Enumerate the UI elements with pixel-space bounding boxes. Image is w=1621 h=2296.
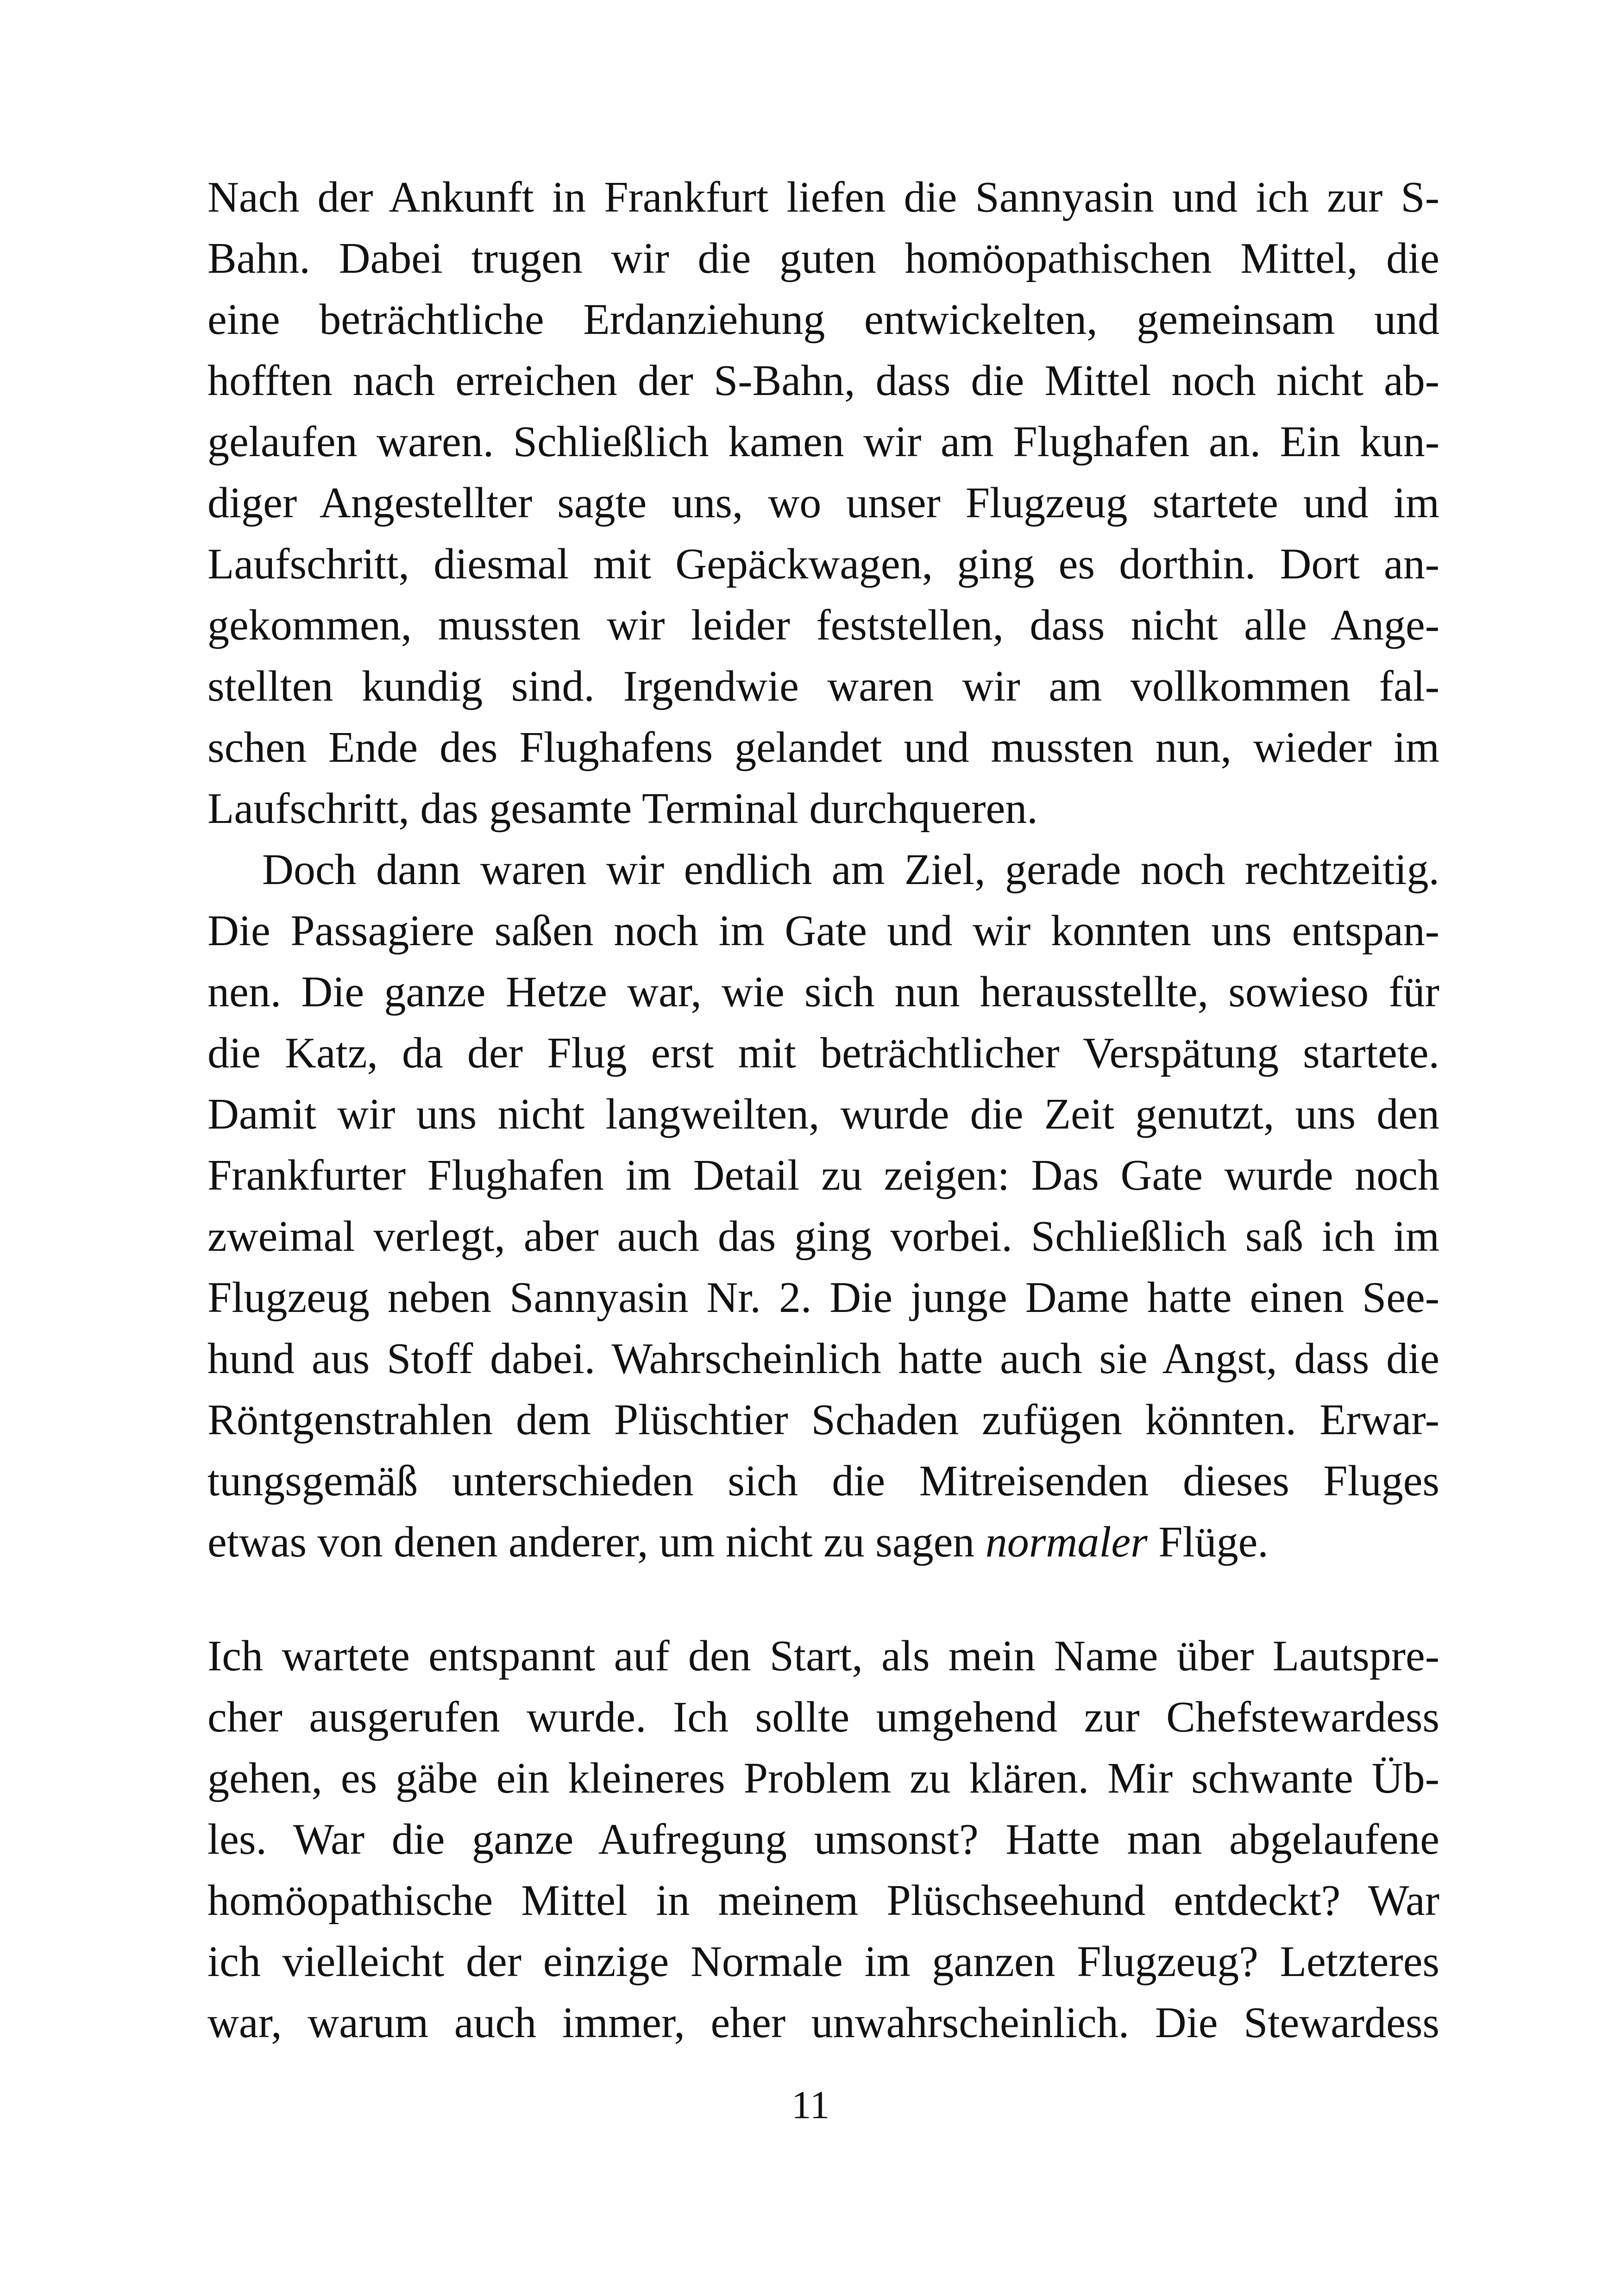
text-line: Flugzeug neben Sannyasin Nr. 2. Die junge Dame hatte einen See- <box>207 1273 1439 1322</box>
text-line: gehen, es gäbe ein kleineres Problem zu klären. Mir schwante Üb- <box>207 1754 1439 1802</box>
body-text-block-1 <box>207 167 1439 1573</box>
text-line: hund aus Stoff dabei. Wahrscheinlich hatte auch sie Angst, dass die <box>207 1335 1439 1383</box>
text-line: Laufschritt, das gesamte Terminal durchqueren. <box>207 784 1038 833</box>
text-line: Ich wartete entspannt auf den Start, als mein Name über Lautspre- <box>207 1632 1439 1680</box>
text-line: les. War die ganze Aufregung umsonst? Hatte man abgelaufene <box>207 1815 1439 1863</box>
text-line: tungsgemäß unterschieden sich die Mitreisenden dieses Fluges <box>207 1457 1439 1505</box>
text-line: schen Ende des Flughafens gelandet und mussten nun, wieder im <box>207 723 1439 772</box>
emphasized-word: normaler <box>985 1518 1148 1566</box>
text-line: Laufschritt, diesmal mit Gepäckwagen, ging es dorthin. Dort an- <box>207 540 1439 588</box>
text-line: Frankfurter Flughafen im Detail zu zeigen: Das Gate wurde noch <box>207 1151 1439 1199</box>
text-line: diger Angestellter sagte uns, wo unser Flugzeug startete und im <box>207 479 1439 527</box>
text-run: etwas von denen anderer, um nicht zu sagen <box>207 1518 986 1566</box>
text-line: nen. Die ganze Hetze war, wie sich nun herausstellte, sowieso für <box>207 968 1439 1016</box>
paragraph-2 <box>207 839 1439 1573</box>
text-line: Doch dann waren wir endlich am Ziel, gerade noch rechtzeitig. <box>262 846 1439 894</box>
text-run: Flüge. <box>1147 1518 1269 1566</box>
text-line: Röntgenstrahlen dem Plüschtier Schaden zufügen könnten. Erwar- <box>207 1396 1439 1444</box>
page-number: 11 <box>791 2083 830 2127</box>
text-line: war, warum auch immer, eher unwahrscheinlich. Die Stewardess <box>207 1999 1439 2047</box>
text-line: zweimal verlegt, aber auch das ging vorbei. Schließlich saß ich im <box>207 1212 1439 1261</box>
text-line: eine beträchtliche Erdanziehung entwickelten, gemeinsam und <box>207 295 1439 344</box>
text-line: ich vielleicht der einzige Normale im ganzen Flugzeug? Letzteres <box>207 1938 1439 1986</box>
text-line: gekommen, mussten wir leider feststellen, dass nicht alle Ange- <box>207 601 1439 649</box>
text-line: Nach der Ankunft in Frankfurt liefen die Sannyasin und ich zur S- <box>207 173 1439 221</box>
text-line: die Katz, da der Flug erst mit beträchtlicher Verspätung startete. <box>207 1029 1439 1077</box>
text-line: stellten kundig sind. Irgendwie waren wir am vollkommen fal- <box>207 662 1439 710</box>
text-line: homöopathische Mittel in meinem Plüschseehund entdeckt? War <box>207 1876 1439 1925</box>
text-line-with-emphasis <box>207 1512 1439 1573</box>
text-line: Damit wir uns nicht langweilten, wurde die Zeit genutzt, uns den <box>207 1090 1439 1138</box>
text-line: gelaufen waren. Schließlich kamen wir am Flughafen an. Ein kun- <box>207 418 1439 466</box>
text-line: cher ausgerufen wurde. Ich sollte umgehend zur Chefstewardess <box>207 1693 1439 1741</box>
paragraph-3 <box>207 1625 1439 2053</box>
text-line: Die Passagiere saßen noch im Gate und wir konnten uns entspan- <box>207 907 1439 955</box>
paragraph-1 <box>207 167 1439 839</box>
text-line: hofften nach erreichen der S-Bahn, dass die Mittel noch nicht ab- <box>207 357 1439 405</box>
body-text-block-2 <box>207 1625 1439 2053</box>
text-line: Bahn. Dabei trugen wir die guten homöopathischen Mittel, die <box>207 234 1439 282</box>
